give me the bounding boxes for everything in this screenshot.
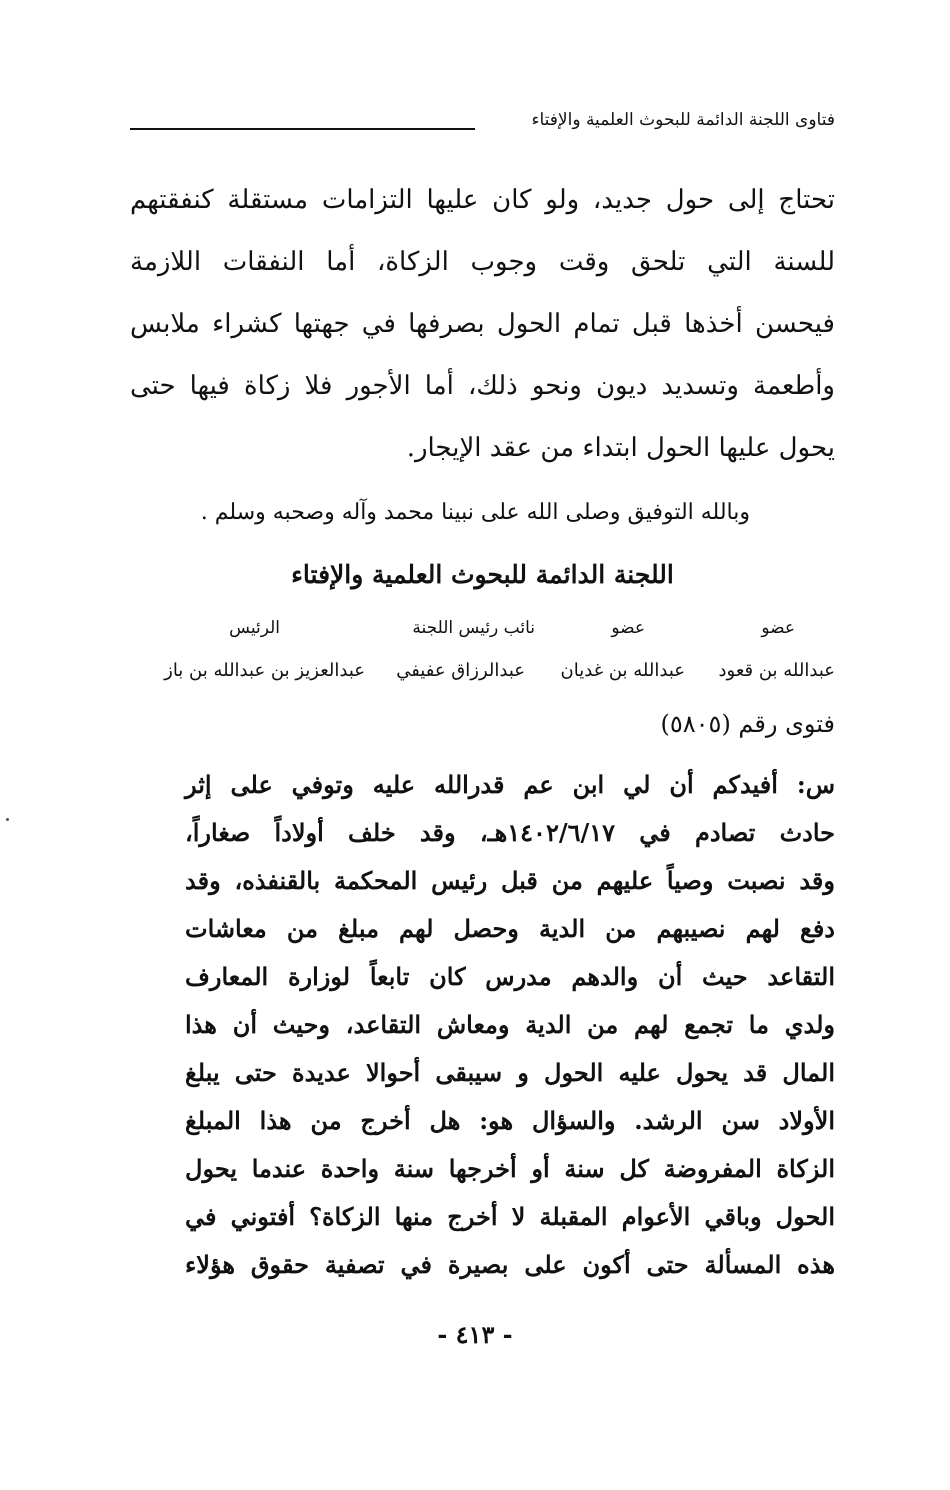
- question-line: ولدي ما تجمع لهم من الدية ومعاش التقاعد، وحيث أن هذا: [185, 1010, 835, 1039]
- question-line: الحول وباقي الأعوام المقبلة لا أخرج منها الزكاة؟ أفتوني في: [185, 1202, 835, 1231]
- role-chair: الرئيس: [229, 618, 280, 638]
- question-paragraph: [185, 770, 835, 1310]
- signatory-roles: [130, 618, 835, 642]
- committee-title: اللجنة الدائمة للبحوث العلمية والإفتاء: [291, 560, 674, 589]
- name-deputy-chair: عبدالرزاق عفيفي: [396, 660, 525, 681]
- question-line: س: أفيدكم أن لي ابن عم قدرالله عليه وتوفي على إثر: [185, 770, 835, 799]
- name-member-2: عبدالله بن غديان: [560, 660, 685, 681]
- fatwa-number: فتوى رقم (٥٨٠٥): [660, 710, 835, 738]
- scan-speck: [6, 818, 9, 821]
- answer-line: تحتاج إلى حول جديد، ولو كان عليها التزامات مستقلة كنفقتهم: [130, 185, 835, 215]
- answer-paragraph: [130, 185, 835, 485]
- question-line: التقاعد حيث أن والدهم مدرس كان تابعاً لوزارة المعارف: [185, 962, 835, 991]
- question-line: هذه المسألة حتى أكون على بصيرة في تصفية حقوق هؤلاء: [185, 1250, 836, 1279]
- running-title: فتاوى اللجنة الدائمة للبحوث العلمية والإفتاء: [531, 110, 835, 130]
- question-line: دفع لهم نصيبهم من الدية وحصل لهم مبلغ من معاشات: [185, 914, 835, 943]
- role-member-1: عضو: [761, 618, 795, 638]
- answer-line: للسنة التي تلحق وقت وجوب الزكاة، أما النفقات اللازمة: [130, 247, 835, 277]
- question-line: حادث تصادم في ١٤٠٢/٦/١٧هـ، وقد خلف أولاداً صغاراً،: [185, 818, 836, 847]
- question-line: المال قد يحول عليه الحول و سيبقى أحوالا عديدة حتى يبلغ: [185, 1058, 835, 1087]
- page-number: - ٤١٣ -: [437, 1320, 513, 1349]
- answer-line: فيحسن أخذها قبل تمام الحول بصرفها في جهتها كشراء ملابس: [130, 309, 835, 339]
- question-line: وقد نصبت وصياً عليهم من قبل رئيس المحكمة بالقنفذه، وقد: [185, 866, 835, 895]
- signatory-names: [130, 660, 835, 684]
- role-member-2: عضو: [611, 618, 645, 638]
- answer-line: وأطعمة وتسديد ديون ونحو ذلك، أما الأجور فلا زكاة فيها حتى: [130, 371, 835, 401]
- running-header: [130, 100, 835, 140]
- role-deputy-chair: نائب رئيس اللجنة: [412, 618, 535, 638]
- closing-formula: وبالله التوفيق وصلى الله على نبينا محمد وآله وصحبه وسلم .: [200, 500, 750, 525]
- name-chair: عبدالعزيز بن عبدالله بن باز: [164, 660, 365, 681]
- answer-line: يحول عليها الحول ابتداء من عقد الإيجار.: [406, 433, 835, 463]
- question-line: الأولاد سن الرشد. والسؤال هو: هل أخرج من هذا المبلغ: [185, 1106, 835, 1135]
- question-line: الزكاة المفروضة كل سنة أو أخرجها سنة واحدة عندما يحول: [185, 1154, 835, 1183]
- name-member-1: عبدالله بن قعود: [718, 660, 835, 681]
- header-rule: [130, 128, 475, 130]
